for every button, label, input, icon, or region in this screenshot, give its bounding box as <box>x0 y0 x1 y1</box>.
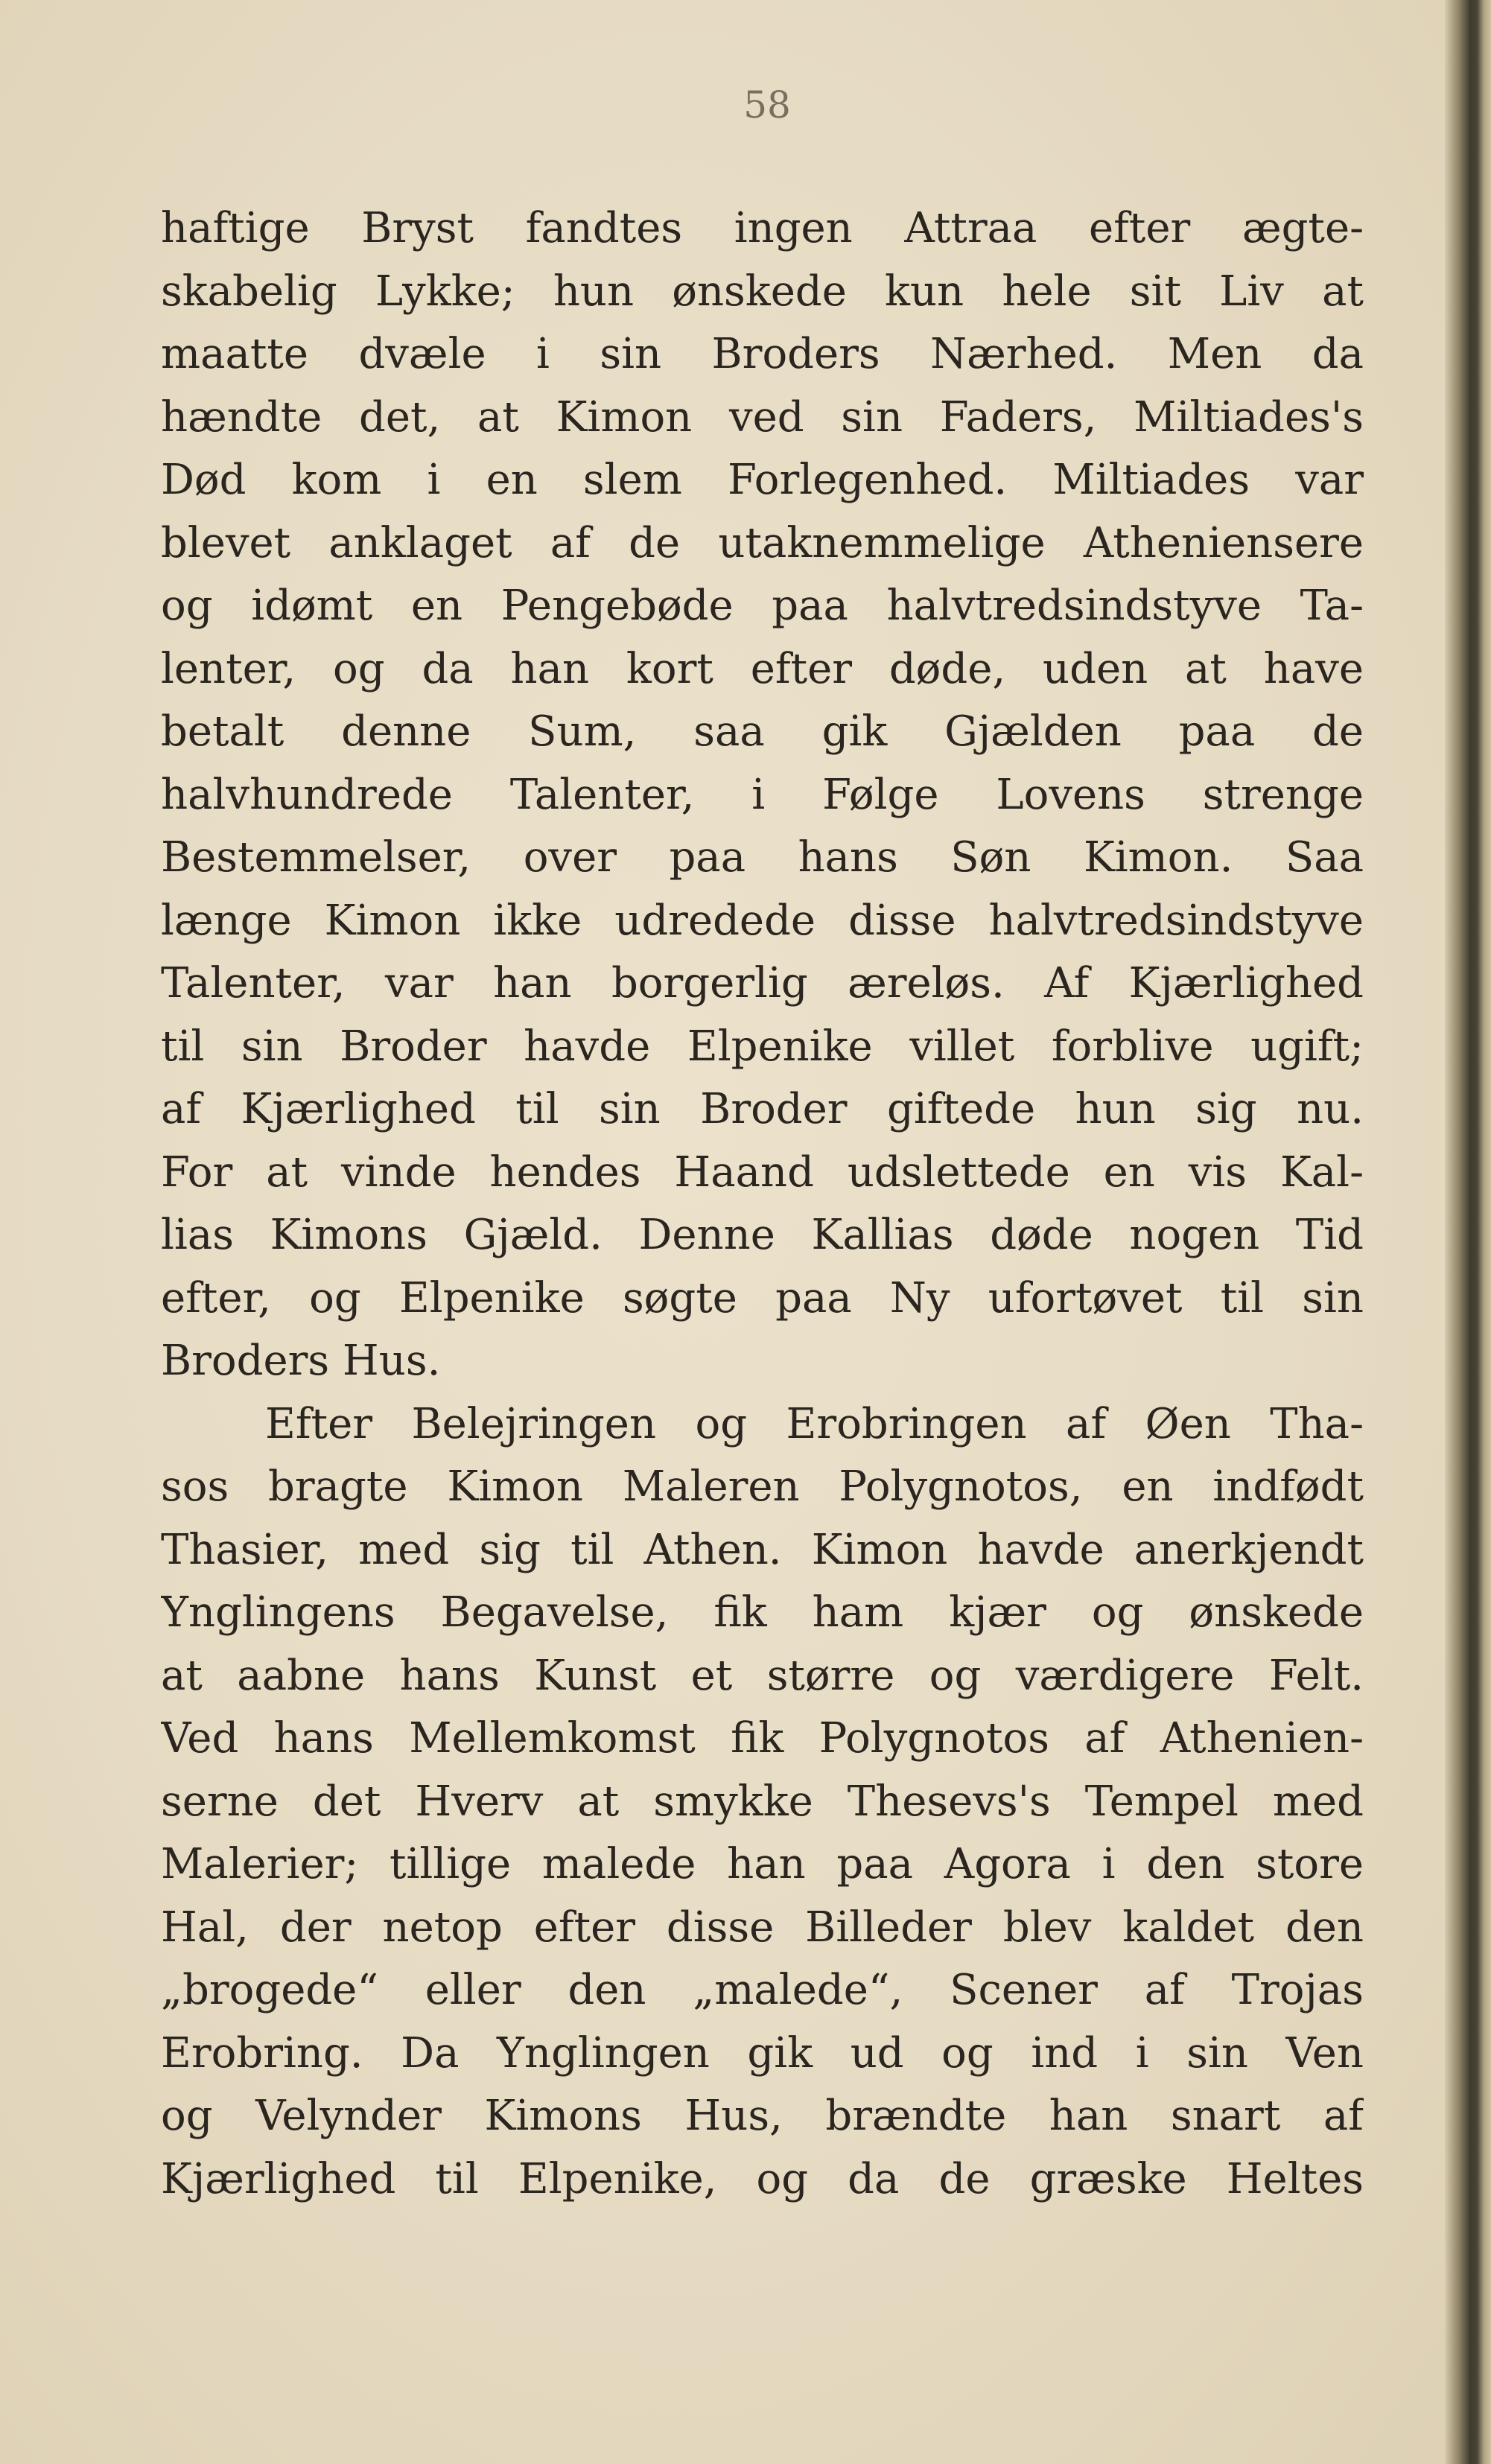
text-line: Hal, der netop efter disse Billeder blev kaldet den <box>161 1903 1364 1952</box>
text-line: lias Kimons Gjæld. Denne Kallias døde nogen Tid <box>161 1211 1364 1259</box>
text-line: Broders Hus. <box>161 1337 441 1385</box>
text-line: Kjærlighed til Elpenike, og da de græske Heltes <box>161 2154 1364 2203</box>
text-line: maatte dvæle i sin Broders Nærhed. Men da <box>161 330 1364 378</box>
text-line: „brogede“ eller den „malede“, Scener af Trojas <box>161 1966 1364 2014</box>
text-line: betalt denne Sum, saa gik Gjælden paa de <box>161 707 1364 756</box>
text-line: hændte det, at Kimon ved sin Faders, Miltiades's <box>161 392 1364 442</box>
text-line: til sin Broder havde Elpenike villet forblive ugift; <box>161 1022 1364 1071</box>
text-line: Malerier; tillige malede han paa Agora i den store <box>161 1840 1364 1888</box>
text-line: skabelig Lykke; hun ønskede kun hele sit Liv at <box>161 267 1364 316</box>
paragraph-first-line: Efter Belejringen og Erobringen af Øen Tha- <box>265 1399 1364 1448</box>
text-line: Thasier, med sig til Athen. Kimon havde anerkjendt <box>161 1525 1364 1574</box>
text-line: Talenter, var han borgerlig æreløs. Af Kjærlighed <box>161 959 1364 1007</box>
text-line: Erobring. Da Ynglingen gik ud og ind i sin Ven <box>161 2028 1364 2078</box>
book-page-edge <box>1445 0 1491 2464</box>
text-line: og Velynder Kimons Hus, brændte han snart af <box>161 2092 1364 2140</box>
text-line: serne det Hverv at smykke Thesevs's Tempel med <box>161 1777 1364 1826</box>
page-number: 58 <box>743 83 791 127</box>
text-line: sos bragte Kimon Maleren Polygnotos, en indfødt <box>161 1462 1364 1511</box>
body-text <box>161 197 1364 2211</box>
text-line: Ved hans Mellemkomst fik Polygnotos af Athenien- <box>161 1714 1364 1763</box>
text-line: af Kjærlighed til sin Broder giftede hun sig nu. <box>161 1085 1364 1133</box>
text-line: blevet anklaget af de utaknemmelige Atheniensere <box>161 518 1364 567</box>
text-line: haftige Bryst fandtes ingen Attraa efter ægte- <box>161 204 1364 252</box>
text-line: længe Kimon ikke udredede disse halvtredsindstyve <box>161 896 1364 945</box>
text-line: og idømt en Pengebøde paa halvtredsindstyve Ta- <box>161 582 1364 630</box>
text-line: halvhundrede Talenter, i Følge Lovens strenge <box>161 770 1364 819</box>
text-line: For at vinde hendes Haand udslettede en vis Kal- <box>161 1147 1364 1197</box>
text-line: efter, og Elpenike søgte paa Ny ufortøvet til sin <box>161 1273 1364 1322</box>
text-line: lenter, og da han kort efter døde, uden at have <box>161 644 1364 693</box>
text-line: Ynglingens Begavelse, fik ham kjær og ønskede <box>161 1588 1364 1637</box>
text-line: at aabne hans Kunst et større og værdigere Felt. <box>161 1651 1364 1700</box>
text-line: Bestemmelser, over paa hans Søn Kimon. Saa <box>161 833 1364 882</box>
text-line: Død kom i en slem Forlegenhed. Miltiades var <box>161 456 1364 504</box>
